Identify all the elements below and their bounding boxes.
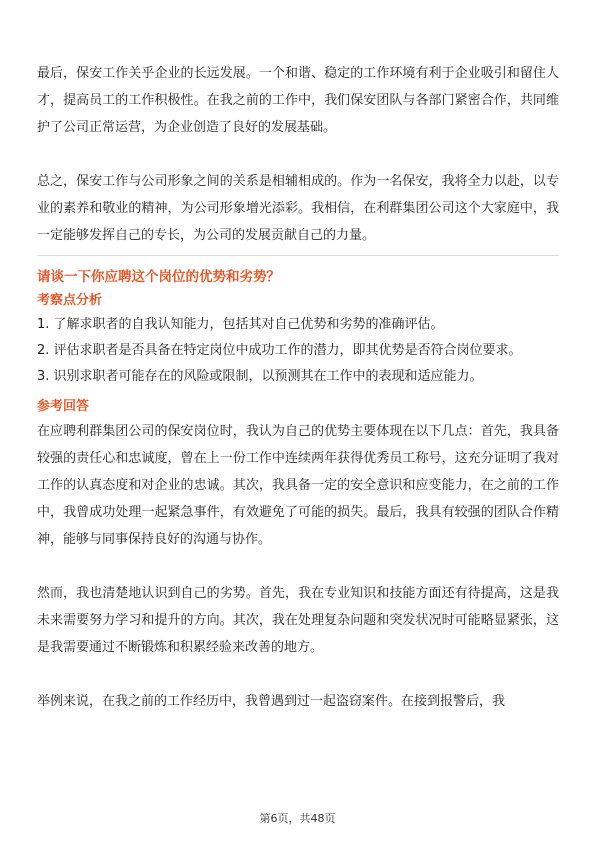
- section-divider: [37, 255, 559, 256]
- analysis-item-1: 1. 了解求职者的自我认知能力，包括其对自己优势和劣势的准确评估。: [37, 317, 444, 332]
- answer-title: 参考回答: [37, 399, 90, 414]
- intro-paragraph-1: 最后，保安工作关乎企业的长远发展。一个和谐、稳定的工作环境有利于企业吸引和留住人才，提高员工的工作积极性。在我之前的工作中，我们保安团队与各部门紧密合作，共同维护了公司正常运营，为企业创造了良好的发展基础。: [37, 66, 559, 135]
- answer-paragraph-2: 然而，我也清楚地认识到自己的劣势。首先，我在专业知识和技能方面还有待提高，这是我未来需要努力学习和提升的方向。其次，我在处理复杂问题和突发状况时可能略显紧张，这是我需要通过不断锻炼和积累经验来改善的地方。: [37, 586, 559, 655]
- interview-question: 请谈一下你应聘这个岗位的优势和劣势？: [37, 269, 280, 285]
- page-number: 第6页，共48页: [259, 812, 336, 825]
- intro-paragraph-2: 总之，保安工作与公司形象之间的关系是相辅相成的。作为一名保安，我将全力以赴，以专业的素养和敬业的精神，为公司形象增光添彩。我相信，在利群集团公司这个大家庭中，我一定能够发挥自己的专长，为公司的发展贡献自己的力量。: [37, 174, 559, 243]
- analysis-item-3: 3. 识别求职者可能存在的风险或限制，以预测其在工作中的表现和适应能力。: [37, 369, 483, 384]
- analysis-title: 考察点分析: [37, 293, 103, 308]
- document-page: [37, 60, 559, 715]
- answer-paragraph-1: 在应聘利群集团公司的保安岗位时，我认为自己的优势主要体现在以下几点：首先，我具备较强的责任心和忠诚度，曾在上一份工作中连续两年获得优秀员工称号，这充分证明了我对工作的认真态度和对企业的忠诚。其次，我具备一定的安全意识和应变能力，在之前的工作中，我曾成功处理一起紧急事件，有效避免了可能的损失。最后，我具有较强的团队合作精神，能够与同事保持良好的沟通与协作。: [37, 424, 559, 547]
- answer-paragraph-3: 举例来说，在我之前的工作经历中，我曾遇到过一起盗窃案件。在接到报警后，我: [37, 694, 506, 709]
- analysis-item-2: 2. 评估求职者是否具备在特定岗位中成功工作的潜力，即其优势是否符合岗位要求。: [37, 343, 522, 358]
